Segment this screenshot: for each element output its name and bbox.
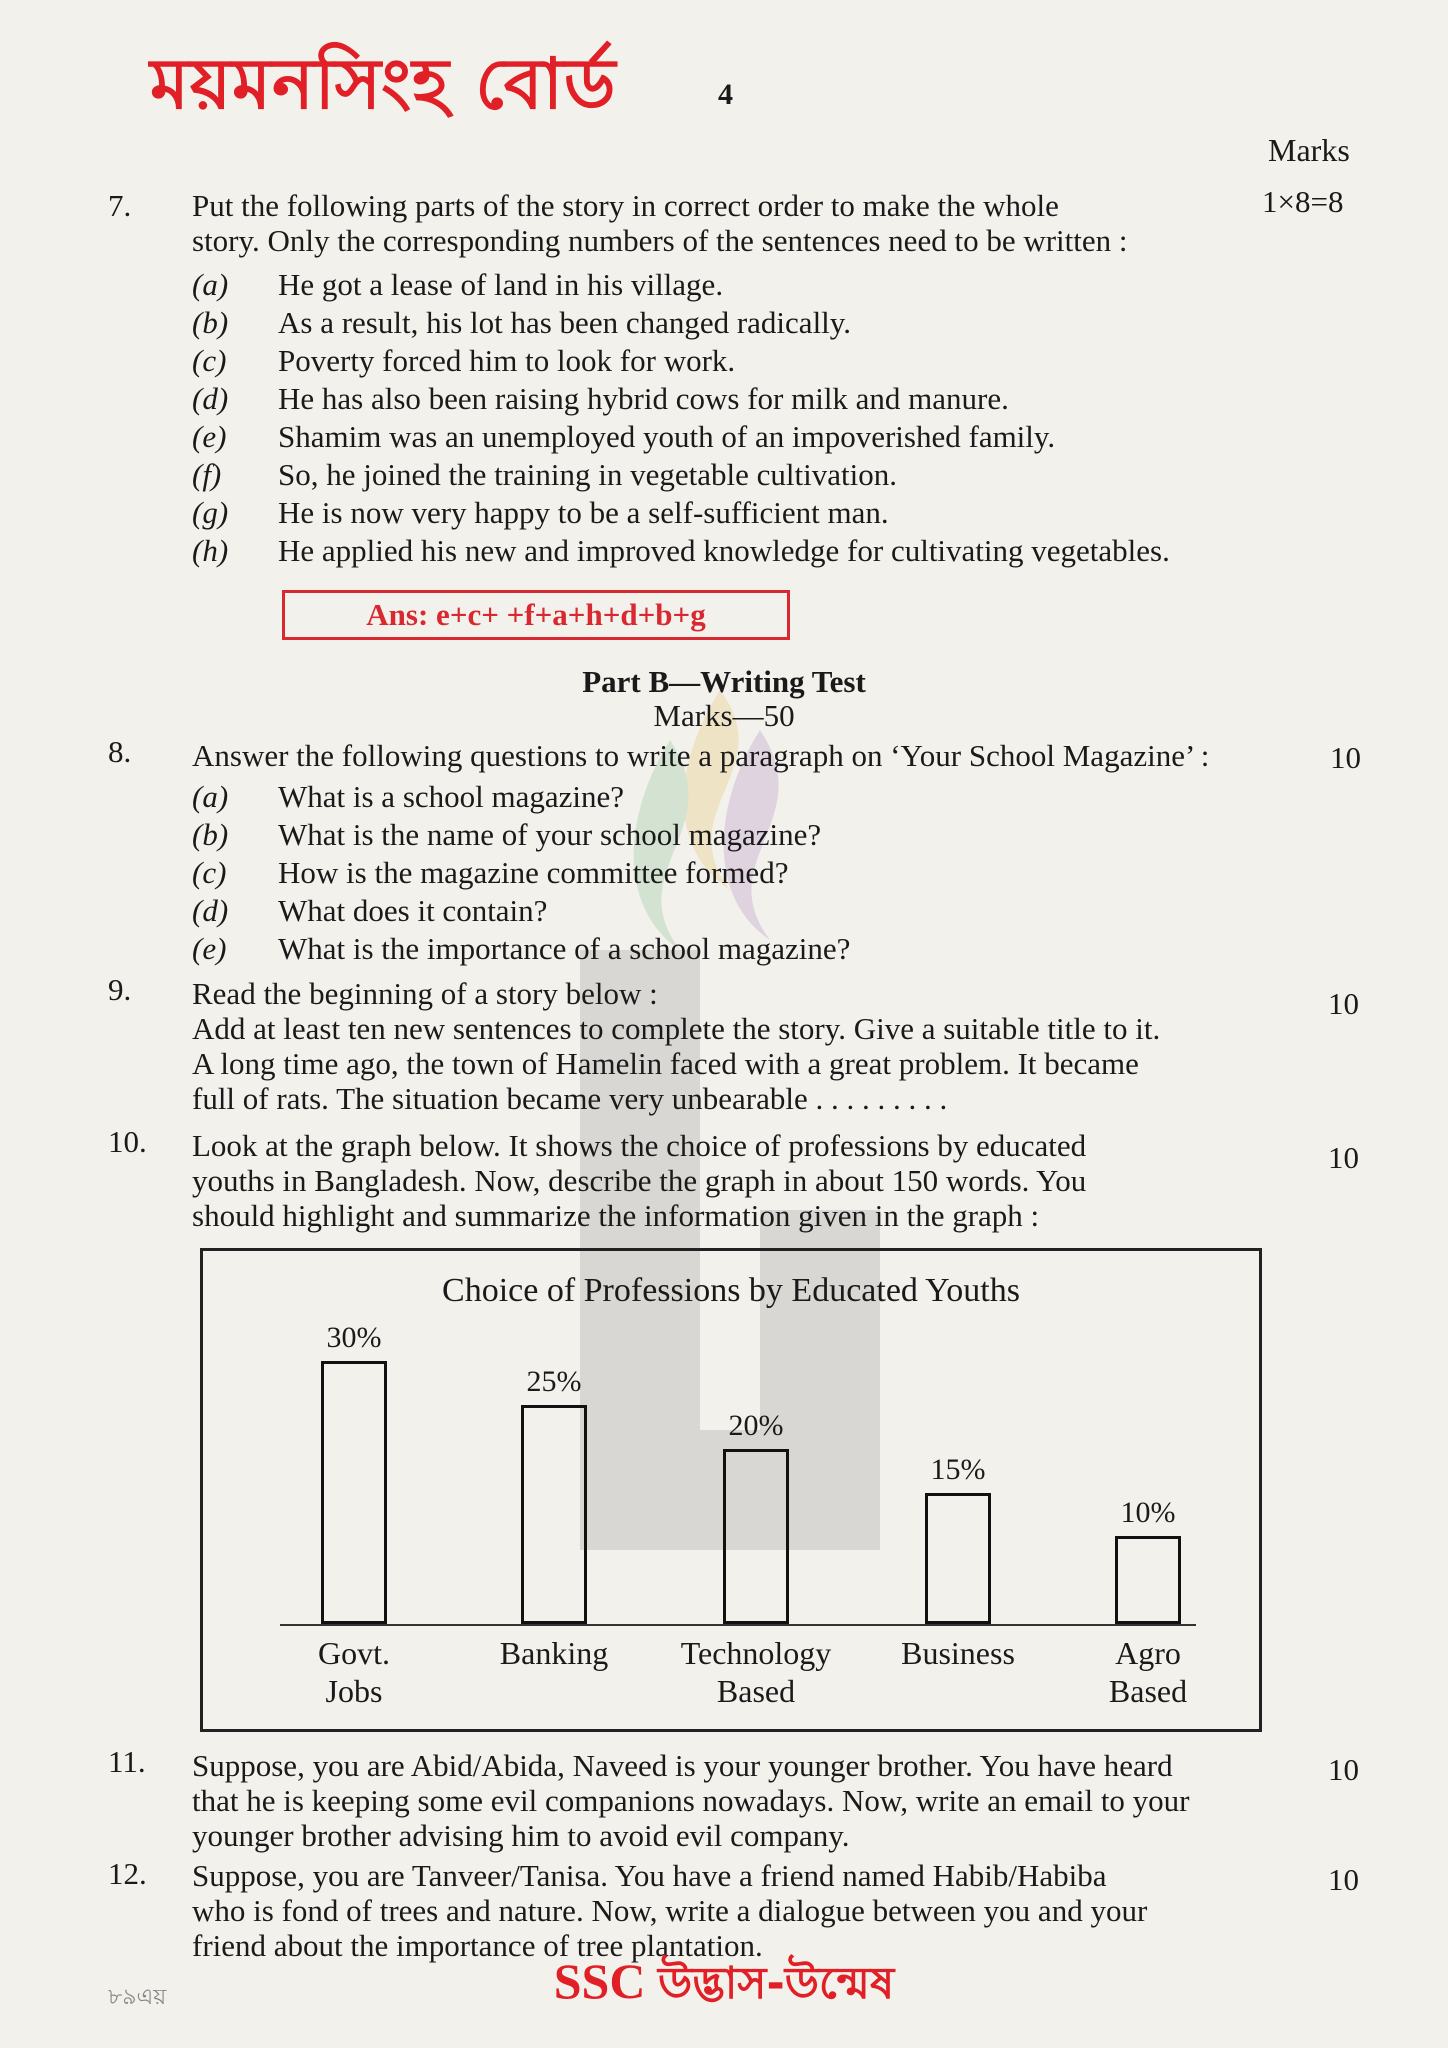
question-line: should highlight and summarize the information given in the graph : <box>192 1198 1040 1233</box>
question-line: Suppose, you are Tanveer/Tanisa. You have a friend named Habib/Habiba <box>192 1858 1107 1893</box>
bar-value-label: 15% <box>930 1452 986 1486</box>
question-marks: 10 <box>1328 1140 1359 1175</box>
list-item <box>192 532 1272 570</box>
list-item <box>192 892 1272 930</box>
list-item <box>192 816 1272 854</box>
option-text: He is now very happy to be a self-sufficient man. <box>278 495 889 530</box>
category-label <box>444 1634 664 1710</box>
list-item <box>192 930 1272 968</box>
question-line: Put the following parts of the story in correct order to make the whole <box>192 188 1059 223</box>
option-label: (f) <box>192 457 222 492</box>
option-label: (d) <box>192 893 229 928</box>
chart-bar <box>321 1361 387 1624</box>
option-label: (e) <box>192 419 227 454</box>
footer-bangla: উদ্ভাস-উন্মেষ <box>657 1958 895 2009</box>
question-line: story. Only the corresponding numbers of the sentences need to be written : <box>192 223 1128 258</box>
bar-value-label: 30% <box>326 1321 382 1354</box>
option-text: What does it contain? <box>278 893 548 928</box>
option-text: Poverty forced him to look for work. <box>278 343 736 378</box>
question-number: 10. <box>108 1124 147 1159</box>
question-marks: 1×8=8 <box>1262 184 1344 219</box>
list-item <box>192 342 1272 380</box>
chart-baseline <box>280 1624 1196 1626</box>
question-marks: 10 <box>1328 1752 1359 1787</box>
category-label <box>646 1634 866 1710</box>
question-line: full of rats. The situation became very unbearable . . . . . . . . . <box>192 1081 948 1116</box>
option-text: Shamim was an unemployed youth of an impoverished family. <box>278 419 1056 454</box>
chart-bar <box>1115 1536 1181 1624</box>
list-item <box>192 304 1272 342</box>
list-item <box>192 380 1272 418</box>
list-item <box>192 778 1272 816</box>
question-line: youths in Bangladesh. Now, describe the graph in about 150 words. You <box>192 1163 1087 1198</box>
option-label: (c) <box>192 855 227 890</box>
question-marks: 10 <box>1328 1862 1359 1897</box>
option-label: (b) <box>192 817 229 852</box>
question-marks: 10 <box>1330 740 1361 775</box>
question-line: friend about the importance of tree plantation. <box>192 1928 763 1963</box>
option-text: He applied his new and improved knowledge for cultivating vegetables. <box>278 533 1170 568</box>
question-line: Read the beginning of a story below : <box>192 976 658 1011</box>
bar-value-label: 10% <box>1120 1496 1176 1530</box>
chart-bar <box>723 1449 789 1624</box>
page-number: 4 <box>718 78 733 111</box>
option-label: (h) <box>192 533 229 568</box>
question-text <box>192 188 1242 258</box>
option-text: He got a lease of land in his village. <box>278 267 724 302</box>
option-text: What is the name of your school magazine? <box>278 817 822 852</box>
category-label-line: Agro <box>1115 1635 1181 1671</box>
option-label: (g) <box>192 495 229 530</box>
part-b-marks: Marks—50 <box>653 698 795 733</box>
category-label-line <box>444 1672 664 1710</box>
option-text: What is the importance of a school magazine? <box>278 931 851 966</box>
question-number: 11. <box>108 1744 146 1779</box>
category-label <box>848 1634 1068 1710</box>
category-label <box>1038 1634 1258 1710</box>
option-label: (c) <box>192 343 227 378</box>
category-label-line: Based <box>1108 1673 1188 1709</box>
chart-title: Choice of Professions by Educated Youths <box>442 1272 1020 1309</box>
question-number: 8. <box>108 734 132 769</box>
question-line: younger brother advising him to avoid evil company. <box>192 1818 850 1853</box>
category-label-line <box>848 1672 1068 1710</box>
question-number: 9. <box>108 972 132 1007</box>
option-label: (e) <box>192 931 227 966</box>
question-text <box>192 1748 1302 1853</box>
question-line: that he is keeping some evil companions nowadays. Now, write an email to your <box>192 1783 1190 1818</box>
category-label-line: Technology <box>680 1635 832 1671</box>
question-line: Look at the graph below. It shows the choice of professions by educated <box>192 1128 1087 1163</box>
option-list <box>192 778 1272 968</box>
question-text <box>192 1128 1272 1233</box>
chart-bar <box>925 1493 991 1625</box>
question-text <box>192 976 1312 1116</box>
category-label-line: Banking <box>499 1635 609 1671</box>
part-b-title: Part B—Writing Test <box>582 664 866 699</box>
list-item <box>192 418 1272 456</box>
bar-value-label: 20% <box>728 1408 784 1442</box>
marks-heading: Marks <box>1268 132 1350 168</box>
option-text: What is a school magazine? <box>278 779 625 814</box>
option-text: How is the magazine committee formed? <box>278 855 789 890</box>
question-line: Add at least ten new sentences to complete the story. Give a suitable title to it. <box>192 1011 1161 1046</box>
category-label <box>244 1634 464 1710</box>
option-label: (b) <box>192 305 229 340</box>
option-text: So, he joined the training in vegetable cultivation. <box>278 457 897 492</box>
question-marks: 10 <box>1328 986 1359 1021</box>
category-label-line: Business <box>901 1635 1015 1671</box>
list-item <box>192 854 1272 892</box>
list-item <box>192 266 1272 304</box>
list-item <box>192 494 1272 532</box>
question-number: 12. <box>108 1856 147 1891</box>
category-label-line: Jobs <box>325 1673 383 1709</box>
category-label-line: Govt. <box>318 1635 390 1671</box>
footer-brand <box>0 1950 1448 2023</box>
category-label-line: Based <box>716 1673 796 1709</box>
question-line: A long time ago, the town of Hamelin faced with a great problem. It became <box>192 1046 1139 1081</box>
option-text: He has also been raising hybrid cows for milk and manure. <box>278 381 1009 416</box>
list-item <box>192 456 1272 494</box>
question-line: who is fond of trees and nature. Now, write a dialogue between you and your <box>192 1893 1148 1928</box>
question-text <box>192 1858 1302 1963</box>
option-label: (d) <box>192 381 229 416</box>
question-line: Suppose, you are Abid/Abida, Naveed is your younger brother. You have heard <box>192 1748 1173 1783</box>
option-label: (a) <box>192 779 229 814</box>
answer-box: Ans: e+c+ +f+a+h+d+b+g <box>282 590 790 640</box>
question-number: 7. <box>108 188 132 223</box>
option-list <box>192 266 1272 570</box>
chart-bar <box>521 1405 587 1624</box>
question-text: Answer the following questions to write a paragraph on ‘Your School Magazine’ : <box>192 738 1210 773</box>
bar-value-label: 25% <box>526 1364 582 1398</box>
footer-ssc: SSC <box>553 1953 646 2009</box>
option-text: As a result, his lot has been changed radically. <box>278 305 852 340</box>
corner-code: ৮৯এয় <box>108 1985 167 2010</box>
option-label: (a) <box>192 267 229 302</box>
board-title: ময়মনসিংহ বোর্ড <box>150 43 617 125</box>
